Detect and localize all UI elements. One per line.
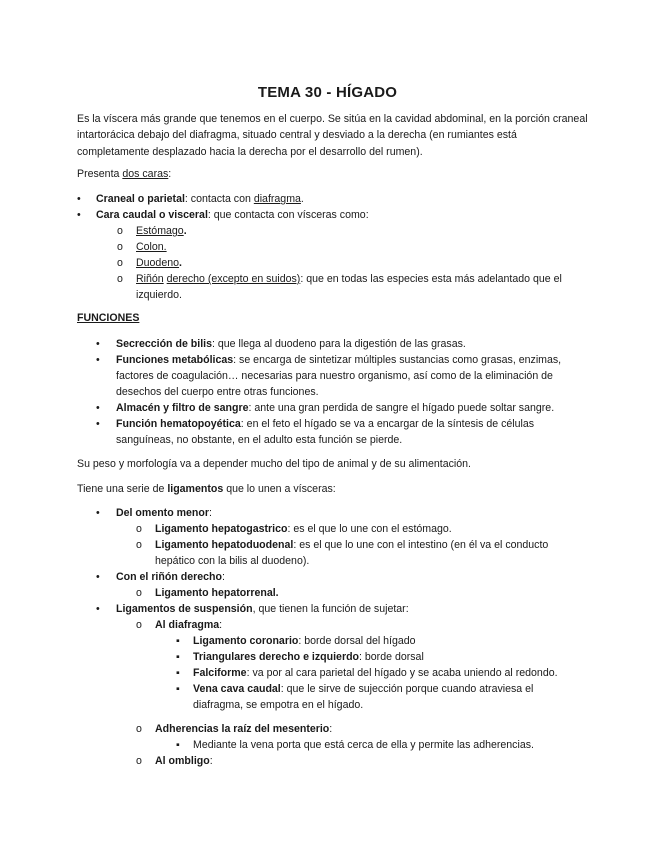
bullet-square-marker: ▪ [176,651,180,663]
list-item-rinon: Riñón derecho (excepto en suidos): que en todas las especies esta más adelantado que el [136,273,562,285]
bullet-circle-marker: o [117,257,123,269]
cara-craneal-item: Craneal o parietal: contacta con diafragma. [96,193,304,205]
list-item-colon: Colon. [136,241,167,253]
bullet-circle-marker: o [136,587,142,599]
bullet-square-marker: ▪ [176,683,180,695]
funcion-metabolicas: Funciones metabólicas: se encarga de sintetizar múltiples sustancias como grasas, enzimas, [116,354,562,366]
funcion-metabolicas-cont2: desechos del cuerpo entre otras funciones. [116,386,319,398]
bullet-disc-marker: • [96,507,100,519]
caras-lead: Presenta dos caras: [77,168,172,180]
bullet-disc-marker: • [96,338,100,350]
bullet-square-marker: ▪ [176,635,180,647]
bullet-circle-marker: o [136,723,142,735]
lig-adherencias: Adherencias la raíz del mesenterio: [155,723,333,735]
bullet-circle-marker: o [117,273,123,285]
funcion-hematopoyetica: Función hematopoyética: en el feto el hígado se va a encargar de la síntesis de células [116,418,535,430]
funcion-bilis: Secrección de bilis: que llega al duodeno para la digestión de las grasas. [116,338,466,350]
funcion-metabolicas-cont1: factores de coagulación… necesarias para nuestro organismo, así como de la eliminación de [116,370,553,382]
lig-vena-cava: Vena cava caudal: que le sirve de sujección porque cuando atraviesa el [193,683,534,695]
bullet-circle-marker: o [117,241,123,253]
bullet-disc-marker: • [96,354,100,366]
funcion-almacen: Almacén y filtro de sangre: ante una gran perdida de sangre el hígado puede soltar sangre. [116,402,555,414]
funciones-heading: FUNCIONES [77,312,140,324]
intro-paragraph: Es la víscera más grande que tenemos en el cuerpo. Se sitúa en la cavidad abdominal, en la porción craneal intartorácica debajo del diafragma, situado central y desviado a la derecha (en rumiantes está completamente desplazado hacia la derecha por el desarrollo del rumen). [77,113,588,158]
bullet-disc-marker: • [96,603,100,615]
bullet-disc-marker: • [77,209,81,221]
lig-suspension: Ligamentos de suspensión, que tienen la función de sujetar: [116,603,409,615]
lig-vena-porta: Mediante la vena porta que está cerca de ella y permite las adherencias. [193,739,534,751]
bullet-square-marker: ▪ [176,739,180,751]
lig-falciforme: Falciforme: va por al cara parietal del hígado y se acaba uniendo al redondo. [193,667,558,679]
lig-coronario: Ligamento coronario: borde dorsal del hígado [193,635,416,647]
bullet-circle-marker: o [136,619,142,631]
page-title: TEMA 30 - HÍGADO [257,84,398,101]
lig-hepatoduodenal: Ligamento hepatoduodenal: es el que lo une con el intestino (en él va el conducto [155,539,549,551]
bullet-circle-marker: o [136,539,142,551]
bullet-disc-marker: • [96,571,100,583]
lig-hepatoduodenal-cont: hepático con la bilis al duodeno). [155,555,310,567]
bullet-disc-marker: • [96,418,100,430]
peso-paragraph: Su peso y morfología va a depender mucho del tipo de animal y de su alimentación. [77,458,471,470]
list-item-rinon-cont: izquierdo. [136,289,182,301]
funcion-hematopoyetica-cont: sanguíneas, no obstante, en el adulto esta función se pierde. [116,434,403,446]
lig-rinon-derecho: Con el riñón derecho: [116,571,225,583]
lig-triangulares: Triangulares derecho e izquierdo: borde dorsal [193,651,424,663]
bullet-circle-marker: o [136,755,142,767]
lig-hepatogastrico: Ligamento hepatogastrico: es el que lo une con el estómago. [155,523,452,535]
bullet-square-marker: ▪ [176,667,180,679]
lig-hepatorrenal: Ligamento hepatorrenal. [155,587,279,599]
lig-ombligo: Al ombligo: [155,755,213,767]
bullet-circle-marker: o [117,225,123,237]
bullet-disc-marker: • [77,193,81,205]
list-item-estomago: Estómago. [136,225,187,237]
bullet-disc-marker: • [96,402,100,414]
cara-caudal-item: Cara caudal o visceral: que contacta con vísceras como: [96,209,369,221]
bullet-circle-marker: o [136,523,142,535]
list-item-duodeno: Duodeno. [136,257,182,269]
ligamentos-intro: Tiene una serie de ligamentos que lo unen a vísceras: [77,483,336,495]
lig-omento-menor: Del omento menor: [116,507,212,519]
lig-diafragma: Al diafragma: [155,619,223,631]
lig-vena-cava-cont: diafragma, se empotra en el hígado. [193,699,364,711]
